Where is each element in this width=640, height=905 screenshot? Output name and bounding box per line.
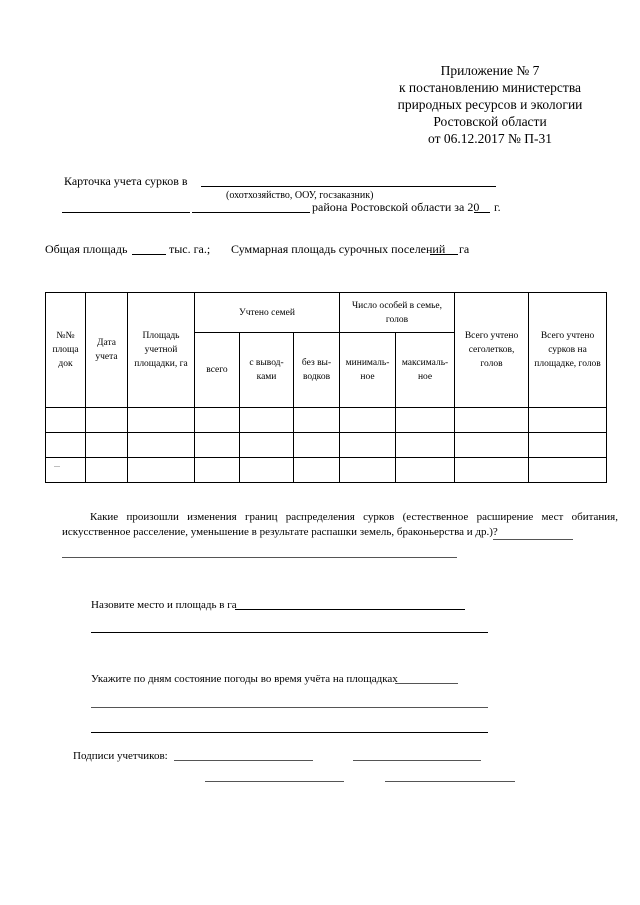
table-cell[interactable] [294, 458, 340, 483]
question-range-changes-line1: Какие произошли изменения границ распределения сурков (естественное расширение мест обитания, [90, 511, 618, 523]
total-area-field[interactable] [132, 254, 166, 255]
weather-field-2[interactable] [91, 707, 488, 708]
table-cell[interactable] [86, 458, 128, 483]
question-range-changes-line2: искусственное расселение, уменьшение в результате распашки земель, браконьерства и др.)? [62, 526, 498, 538]
table-cell[interactable] [128, 433, 195, 458]
appendix-header [380, 62, 600, 147]
table-cell[interactable] [240, 408, 294, 433]
table-cell[interactable] [294, 433, 340, 458]
year-field[interactable] [474, 212, 490, 213]
table-cell[interactable] [340, 408, 396, 433]
colony-area-field[interactable] [430, 254, 458, 255]
header-animals-max: максималь-ное [396, 333, 455, 408]
table-cell[interactable] [195, 408, 240, 433]
table-row-mark: ... [46, 458, 86, 483]
header-young-total: Всего учтено сеголетков, голов [455, 293, 529, 408]
header-animals-per-family: Число особей в семье, голов [340, 293, 455, 333]
total-area-label: Общая площадь [45, 242, 128, 256]
table-cell[interactable] [455, 408, 529, 433]
table-cell[interactable] [529, 433, 607, 458]
range-changes-field-2[interactable] [62, 557, 457, 558]
region-text: района Ростовской области за 20 [312, 200, 480, 214]
table-cell[interactable] [396, 408, 455, 433]
header-families-total: всего [195, 333, 240, 408]
organization-hint: (охотхозяйство, ООУ, госзаказник) [226, 190, 374, 201]
table-cell[interactable] [455, 433, 529, 458]
place-area-field-2[interactable] [91, 632, 488, 633]
header-plot-area: Площадь учетной площадки, га [128, 293, 195, 408]
appendix-line-5: от 06.12.2017 № П-31 [428, 131, 552, 146]
signature-field-1[interactable] [174, 760, 313, 761]
question-place-area: Назовите место и площадь в га [91, 599, 237, 611]
weather-field-3[interactable] [91, 732, 488, 733]
header-total-marmots: Всего учтено сурков на площадке, голов [529, 293, 607, 408]
table-cell[interactable] [46, 433, 86, 458]
weather-field[interactable] [395, 683, 458, 684]
colony-area-label: Суммарная площадь сурочных поселений [231, 242, 446, 256]
header-families-with-young: с вывод-ками [240, 333, 294, 408]
table-cell[interactable] [128, 458, 195, 483]
table-cell[interactable] [340, 458, 396, 483]
question-weather: Укажите по дням состояние погоды во время учёта на площадках [91, 673, 398, 685]
organization-field[interactable] [201, 186, 496, 187]
total-area-unit: тыс. га.; [169, 242, 211, 256]
signature-field-3[interactable] [205, 781, 344, 782]
table-row [46, 408, 607, 433]
table-cell[interactable] [195, 433, 240, 458]
signatures-label: Подписи учетчиков: [73, 750, 168, 762]
table-cell[interactable] [340, 433, 396, 458]
table-cell[interactable] [529, 408, 607, 433]
table-cell[interactable] [294, 408, 340, 433]
header-date: Дата учета [86, 293, 128, 408]
table-cell[interactable] [455, 458, 529, 483]
table-cell[interactable] [396, 433, 455, 458]
district-field-1[interactable] [62, 212, 190, 213]
table-cell[interactable] [240, 458, 294, 483]
colony-area-unit: га [459, 242, 470, 256]
table-cell[interactable] [46, 408, 86, 433]
appendix-line-3: природных ресурсов и экологии [397, 97, 583, 112]
table-cell[interactable] [529, 458, 607, 483]
survey-table [45, 292, 607, 483]
appendix-line-2: к постановлению министерства [398, 80, 582, 95]
place-area-field[interactable] [235, 609, 465, 610]
district-field-2[interactable] [192, 212, 310, 213]
table-cell[interactable] [86, 408, 128, 433]
signature-field-4[interactable] [385, 781, 515, 782]
header-families: Учтено семей [195, 293, 340, 333]
card-title: Карточка учета сурков в [64, 174, 188, 188]
table-row [46, 458, 607, 483]
header-plot-number: №№ площа док [46, 293, 86, 408]
table-cell[interactable] [240, 433, 294, 458]
range-changes-field[interactable] [493, 539, 573, 540]
header-families-without-young: без вы-водков [294, 333, 340, 408]
signature-field-2[interactable] [353, 760, 481, 761]
table-cell[interactable] [396, 458, 455, 483]
table-row [46, 433, 607, 458]
region-suffix: г. [494, 200, 501, 214]
table-cell[interactable] [195, 458, 240, 483]
appendix-line-4: Ростовской области [433, 114, 547, 129]
appendix-line-1: Приложение № 7 [440, 63, 540, 78]
table-cell[interactable] [86, 433, 128, 458]
table-cell[interactable] [128, 408, 195, 433]
header-animals-min: минималь-ное [340, 333, 396, 408]
